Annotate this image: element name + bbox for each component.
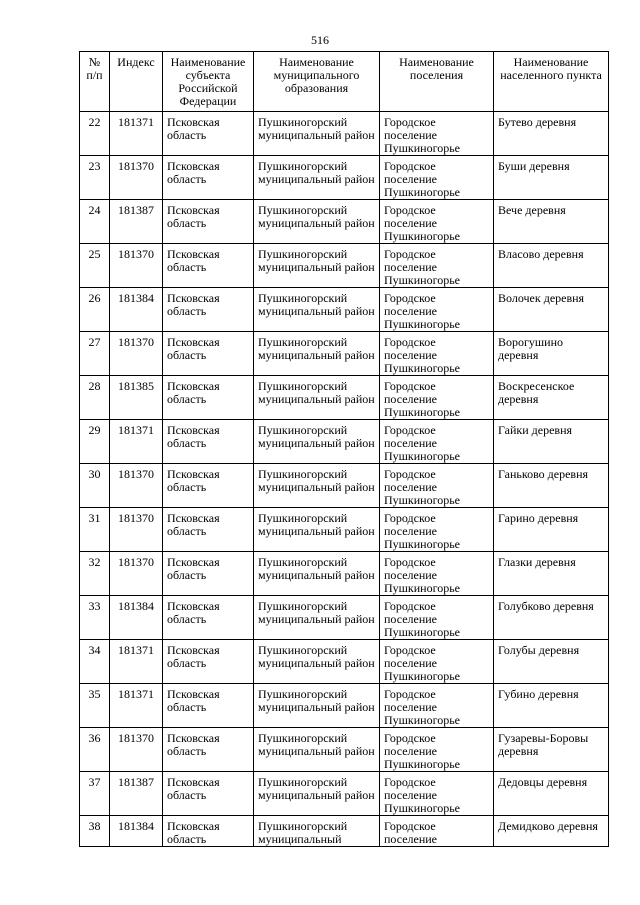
settlement-cell: Городское поселение Пушкиногорье — [380, 684, 494, 728]
locality-cell: Гузаревы-Боровы деревня — [494, 728, 609, 772]
row-number-cell: 36 — [80, 728, 110, 772]
subject-cell: Псковская область — [163, 288, 254, 332]
header-subject: Наименование субъекта Российской Федерации — [163, 52, 254, 112]
row-number-cell: 24 — [80, 200, 110, 244]
locality-cell: Голубково деревня — [494, 596, 609, 640]
table-row — [80, 112, 609, 156]
municipality-cell: Пушкиногорский муниципальный район — [254, 332, 380, 376]
settlement-cell: Городское поселение Пушкиногорье — [380, 596, 494, 640]
table-row — [80, 464, 609, 508]
row-number-cell: 32 — [80, 552, 110, 596]
postal-index-cell: 181370 — [110, 552, 163, 596]
settlement-cell: Городское поселение Пушкиногорье — [380, 508, 494, 552]
subject-cell: Псковская область — [163, 200, 254, 244]
municipality-cell: Пушкиногорский муниципальный район — [254, 464, 380, 508]
page-number: 516 — [311, 33, 329, 47]
postal-index-cell: 181387 — [110, 200, 163, 244]
locality-cell: Буши деревня — [494, 156, 609, 200]
locality-cell: Гайки деревня — [494, 420, 609, 464]
municipality-cell: Пушкиногорский муниципальный район — [254, 684, 380, 728]
subject-cell: Псковская область — [163, 596, 254, 640]
table-body — [80, 112, 609, 847]
subject-cell: Псковская область — [163, 684, 254, 728]
postal-index-cell: 181387 — [110, 772, 163, 816]
row-number-cell: 37 — [80, 772, 110, 816]
header-number: № п/п — [80, 52, 110, 112]
locality-cell: Бутево деревня — [494, 112, 609, 156]
table-row — [80, 244, 609, 288]
municipality-cell: Пушкиногорский муниципальный район — [254, 288, 380, 332]
row-number-cell: 33 — [80, 596, 110, 640]
subject-cell: Псковская область — [163, 640, 254, 684]
table-row — [80, 684, 609, 728]
postal-index-cell: 181370 — [110, 244, 163, 288]
header-locality: Наименование населенного пункта — [494, 52, 609, 112]
municipality-cell: Пушкиногорский муниципальный район — [254, 508, 380, 552]
table-header-row — [80, 52, 609, 112]
locality-cell: Вече деревня — [494, 200, 609, 244]
table-row — [80, 420, 609, 464]
subject-cell: Псковская область — [163, 508, 254, 552]
municipality-cell: Пушкиногорский муниципальный район — [254, 420, 380, 464]
table-row — [80, 552, 609, 596]
table-row — [80, 288, 609, 332]
row-number-cell: 25 — [80, 244, 110, 288]
municipality-cell: Пушкиногорский муниципальный район — [254, 772, 380, 816]
postal-index-cell: 181370 — [110, 464, 163, 508]
municipality-cell: Пушкиногорский муниципальный район — [254, 376, 380, 420]
postal-index-cell: 181371 — [110, 112, 163, 156]
row-number-cell: 38 — [80, 816, 110, 847]
postal-index-cell: 181370 — [110, 728, 163, 772]
municipality-cell: Пушкиногорский муниципальный район — [254, 112, 380, 156]
table-row — [80, 728, 609, 772]
table-row — [80, 772, 609, 816]
row-number-cell: 27 — [80, 332, 110, 376]
settlement-cell: Городское поселение Пушкиногорье — [380, 112, 494, 156]
locality-cell: Воскресенское деревня — [494, 376, 609, 420]
locality-cell: Гарино деревня — [494, 508, 609, 552]
settlement-cell: Городское поселение Пушкиногорье — [380, 376, 494, 420]
table-row — [80, 200, 609, 244]
header-index: Индекс — [110, 52, 163, 112]
municipality-cell: Пушкиногорский муниципальный — [254, 816, 380, 847]
settlement-cell: Городское поселение Пушкиногорье — [380, 728, 494, 772]
row-number-cell: 22 — [80, 112, 110, 156]
table-row — [80, 816, 609, 847]
settlement-cell: Городское поселение Пушкиногорье — [380, 288, 494, 332]
subject-cell: Псковская область — [163, 112, 254, 156]
table-row — [80, 156, 609, 200]
row-number-cell: 30 — [80, 464, 110, 508]
subject-cell: Псковская область — [163, 332, 254, 376]
municipality-cell: Пушкиногорский муниципальный район — [254, 156, 380, 200]
settlement-cell: Городское поселение Пушкиногорье — [380, 640, 494, 684]
postal-index-cell: 181371 — [110, 420, 163, 464]
subject-cell: Псковская область — [163, 728, 254, 772]
municipality-cell: Пушкиногорский муниципальный район — [254, 728, 380, 772]
postal-index-cell: 181384 — [110, 596, 163, 640]
locality-cell: Демидково деревня — [494, 816, 609, 847]
table-row — [80, 508, 609, 552]
postal-index-cell: 181385 — [110, 376, 163, 420]
row-number-cell: 23 — [80, 156, 110, 200]
row-number-cell: 31 — [80, 508, 110, 552]
table-row — [80, 376, 609, 420]
subject-cell: Псковская область — [163, 244, 254, 288]
locality-table — [79, 51, 609, 847]
municipality-cell: Пушкиногорский муниципальный район — [254, 552, 380, 596]
subject-cell: Псковская область — [163, 156, 254, 200]
locality-cell: Ворогушино деревня — [494, 332, 609, 376]
subject-cell: Псковская область — [163, 816, 254, 847]
settlement-cell: Городское поселение Пушкиногорье — [380, 332, 494, 376]
settlement-cell: Городское поселение Пушкиногорье — [380, 464, 494, 508]
postal-index-cell: 181371 — [110, 684, 163, 728]
postal-index-cell: 181384 — [110, 288, 163, 332]
settlement-cell: Городское поселение Пушкиногорье — [380, 156, 494, 200]
locality-cell: Власово деревня — [494, 244, 609, 288]
settlement-cell: Городское поселение — [380, 816, 494, 847]
municipality-cell: Пушкиногорский муниципальный район — [254, 596, 380, 640]
row-number-cell: 28 — [80, 376, 110, 420]
settlement-cell: Городское поселение Пушкиногорье — [380, 420, 494, 464]
municipality-cell: Пушкиногорский муниципальный район — [254, 640, 380, 684]
table-row — [80, 640, 609, 684]
subject-cell: Псковская область — [163, 464, 254, 508]
settlement-cell: Городское поселение Пушкиногорье — [380, 244, 494, 288]
subject-cell: Псковская область — [163, 376, 254, 420]
table-row — [80, 332, 609, 376]
subject-cell: Псковская область — [163, 552, 254, 596]
locality-cell: Ганьково деревня — [494, 464, 609, 508]
municipality-cell: Пушкиногорский муниципальный район — [254, 200, 380, 244]
postal-index-cell: 181370 — [110, 156, 163, 200]
table-row — [80, 596, 609, 640]
locality-cell: Волочек деревня — [494, 288, 609, 332]
settlement-cell: Городское поселение Пушкиногорье — [380, 200, 494, 244]
postal-index-cell: 181370 — [110, 508, 163, 552]
header-municipality: Наименование муниципального образования — [254, 52, 380, 112]
locality-cell: Глазки деревня — [494, 552, 609, 596]
settlement-cell: Городское поселение Пушкиногорье — [380, 772, 494, 816]
locality-cell: Дедовцы деревня — [494, 772, 609, 816]
postal-index-cell: 181370 — [110, 332, 163, 376]
settlement-cell: Городское поселение Пушкиногорье — [380, 552, 494, 596]
header-settlement: Наименование поселения — [380, 52, 494, 112]
locality-cell: Голубы деревня — [494, 640, 609, 684]
postal-index-cell: 181371 — [110, 640, 163, 684]
row-number-cell: 29 — [80, 420, 110, 464]
municipality-cell: Пушкиногорский муниципальный район — [254, 244, 380, 288]
row-number-cell: 26 — [80, 288, 110, 332]
subject-cell: Псковская область — [163, 420, 254, 464]
row-number-cell: 35 — [80, 684, 110, 728]
row-number-cell: 34 — [80, 640, 110, 684]
locality-cell: Губино деревня — [494, 684, 609, 728]
postal-index-cell: 181384 — [110, 816, 163, 847]
subject-cell: Псковская область — [163, 772, 254, 816]
